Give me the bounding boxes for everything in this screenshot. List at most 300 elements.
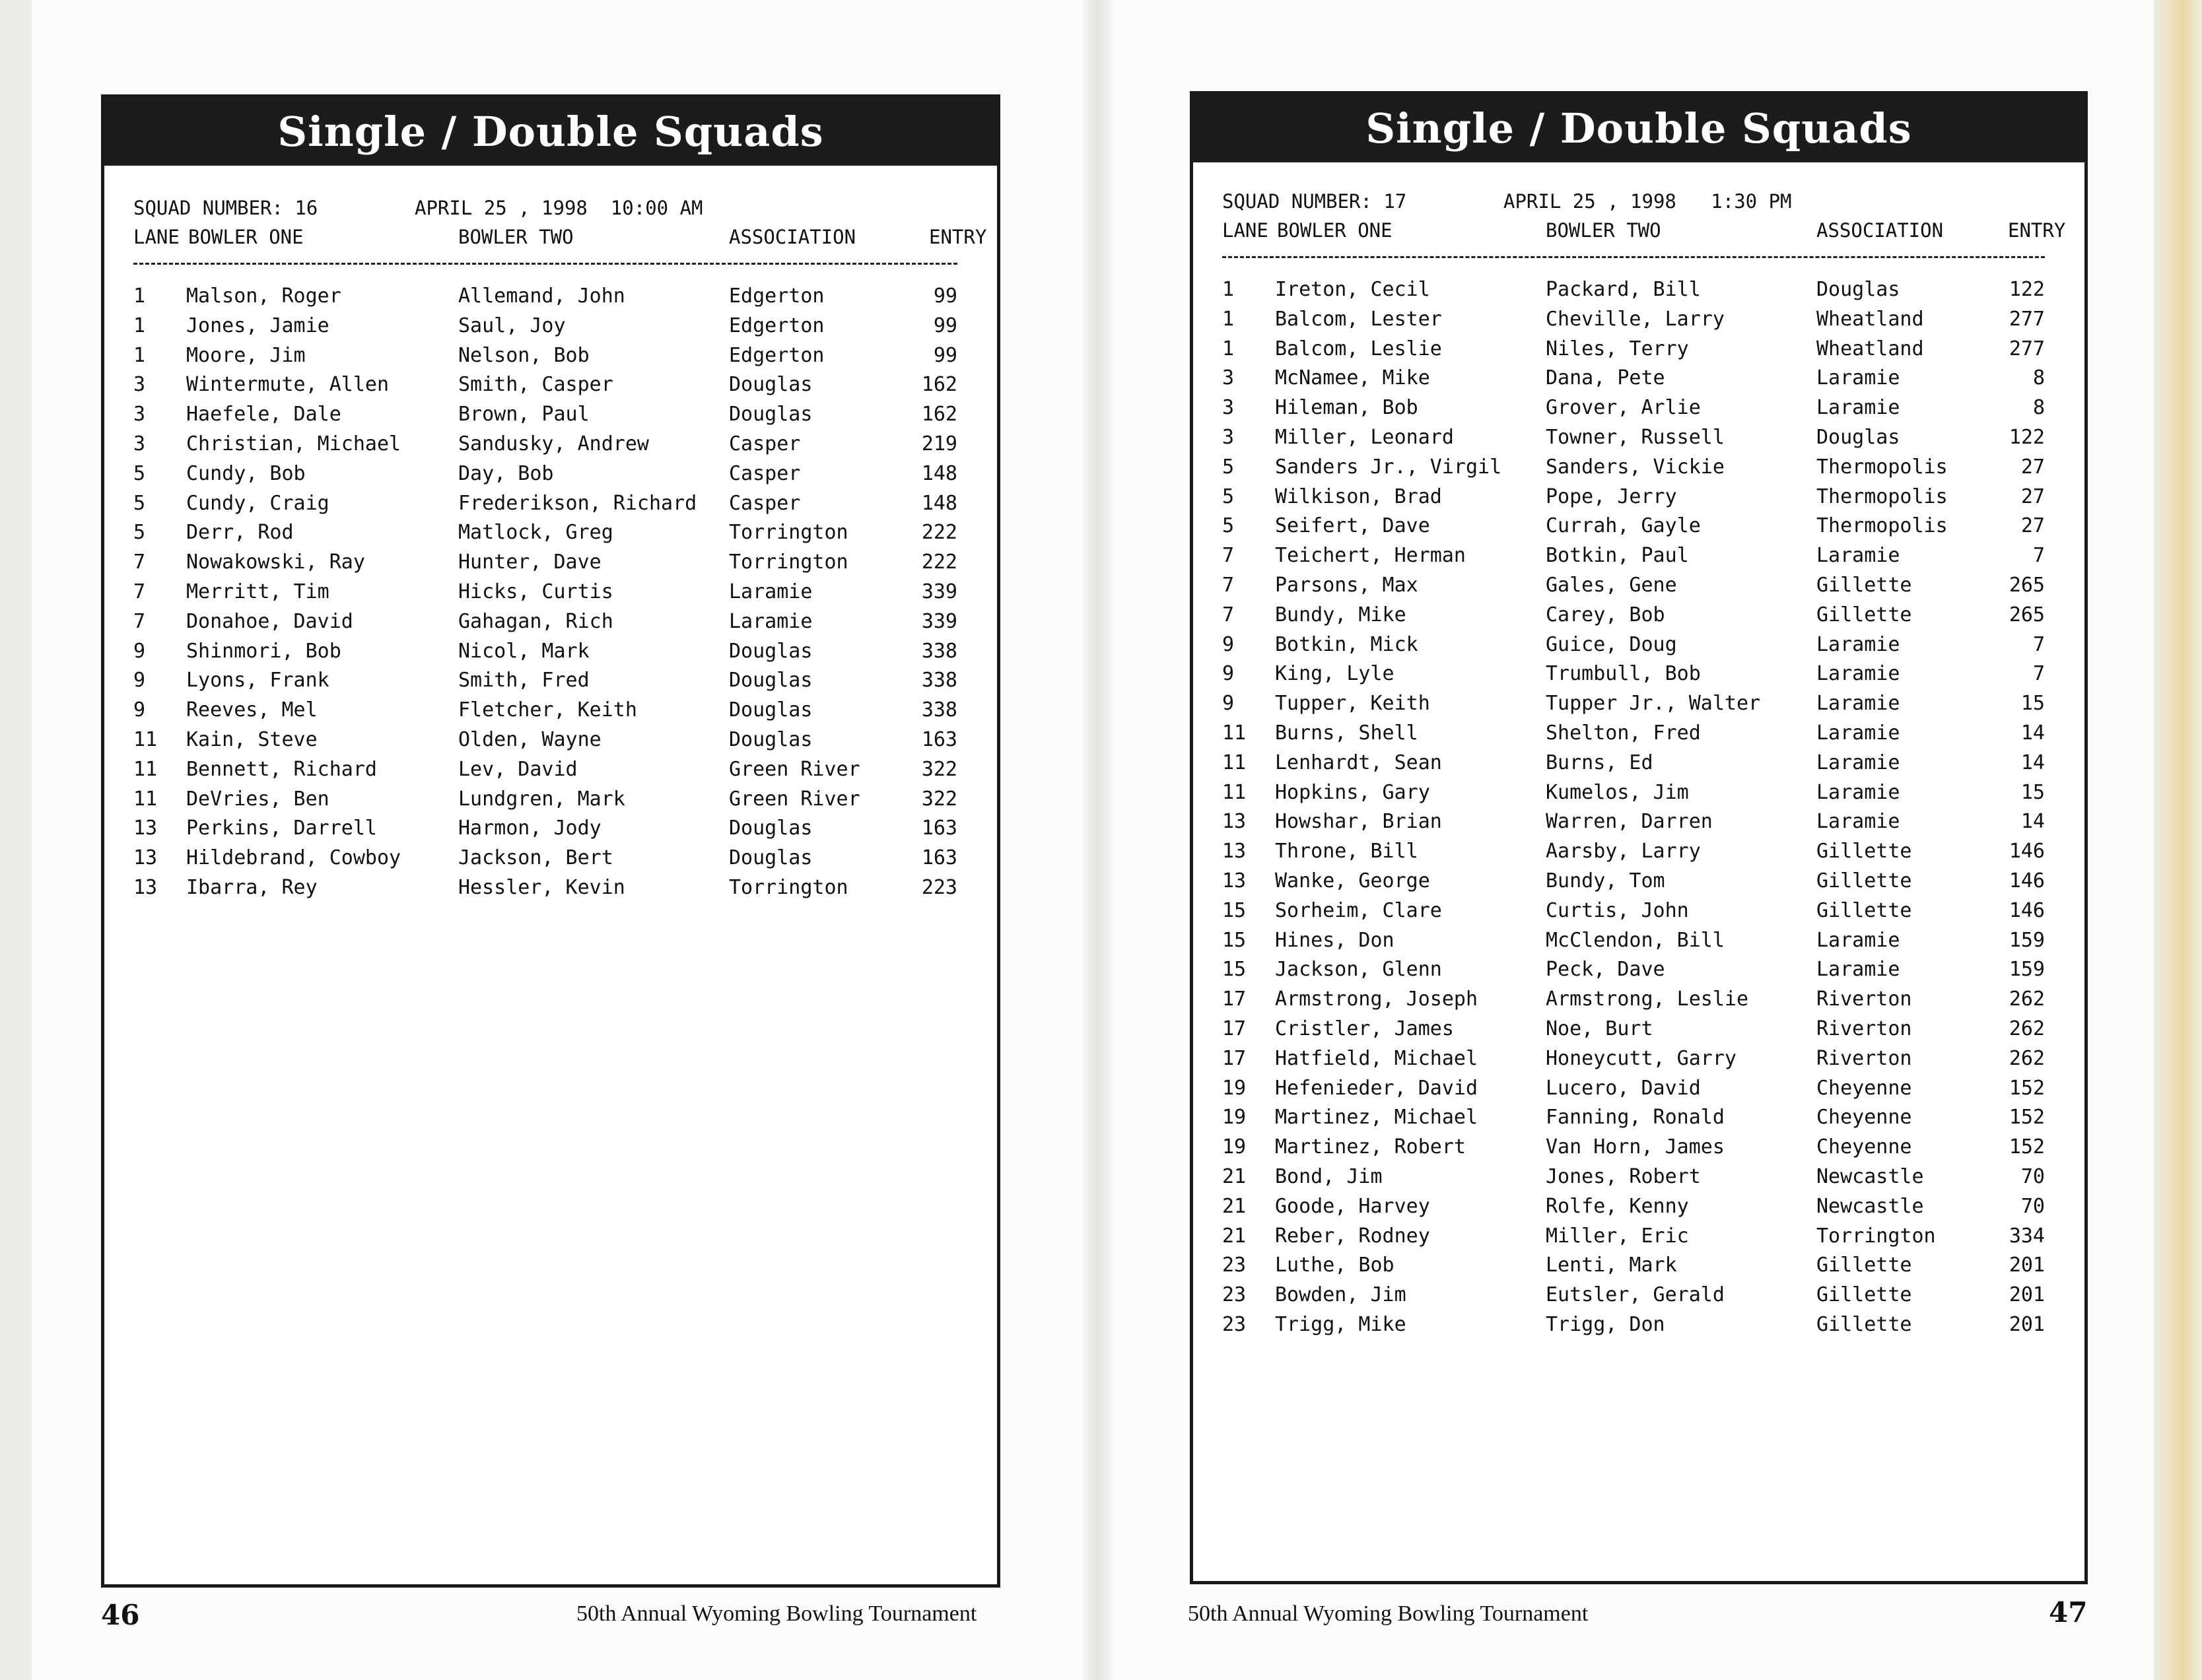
right-cell-entry: 152 <box>2009 1106 2045 1129</box>
right-table-row <box>1222 1047 2058 1077</box>
right-squad-panel <box>1190 91 2088 1584</box>
right-cell-entry: 15 <box>2020 780 2045 804</box>
right-cell-association: Laramie <box>1816 958 1900 982</box>
left-cell-bowler-one: Lyons, Frank <box>186 669 329 692</box>
right-cell-lane: 3 <box>1222 396 1235 420</box>
left-cell-bowler-one: Bennett, Richard <box>186 757 377 781</box>
right-table-row <box>1222 544 2058 574</box>
right-cell-bowler-two: Botkin, Paul <box>1546 544 1689 568</box>
left-cell-association: Douglas <box>729 373 813 397</box>
left-cell-entry: 162 <box>921 403 957 426</box>
right-cell-association: Thermopolis <box>1816 485 1948 508</box>
left-cell-association: Torrington <box>729 551 848 574</box>
right-cell-bowler-two: Tupper Jr., Walter <box>1546 692 1761 716</box>
right-cell-entry: 262 <box>2009 1017 2045 1040</box>
left-table-row <box>133 610 971 640</box>
right-cell-association: Laramie <box>1816 692 1900 716</box>
right-cell-bowler-one: Throne, Bill <box>1275 840 1418 863</box>
right-cell-bowler-one: Reber, Rodney <box>1275 1224 1430 1248</box>
left-cell-association: Douglas <box>729 846 813 870</box>
right-cell-entry: 14 <box>2020 810 2045 834</box>
right-cell-association: Gillette <box>1816 840 1912 863</box>
right-cell-bowler-one: Teichert, Herman <box>1275 544 1466 568</box>
right-table-row <box>1222 751 2058 781</box>
left-table-row <box>133 344 971 374</box>
left-cell-entry: 322 <box>921 787 957 811</box>
right-cell-bowler-two: Pope, Jerry <box>1546 485 1677 508</box>
left-cell-lane: 13 <box>133 817 158 840</box>
left-cell-bowler-one: DeVries, Ben <box>186 787 329 811</box>
right-cell-association: Gillette <box>1816 603 1912 626</box>
left-cell-entry: 339 <box>921 580 957 603</box>
right-cell-bowler-two: Peck, Dave <box>1546 958 1665 982</box>
right-cell-bowler-one: Goode, Harvey <box>1275 1194 1430 1218</box>
book-gutter <box>1083 0 1112 1680</box>
left-cell-lane: 11 <box>133 757 158 781</box>
left-cell-bowler-one: Reeves, Mel <box>186 698 318 722</box>
right-table-row <box>1222 869 2058 899</box>
right-cell-lane: 5 <box>1222 485 1235 508</box>
right-cell-bowler-two: Guice, Doug <box>1546 632 1677 656</box>
right-banner <box>1193 94 2084 162</box>
left-footer-text: 50th Annual Wyoming Bowling Tournament <box>576 1601 977 1626</box>
right-banner-title: Single / Double Squads <box>1365 104 1912 152</box>
left-squad-number: SQUAD NUMBER: 16 <box>133 197 318 219</box>
left-cell-association: Green River <box>729 787 860 811</box>
left-cell-bowler-one: Perkins, Darrell <box>186 817 377 840</box>
right-table-row <box>1222 692 2058 722</box>
left-cell-lane: 11 <box>133 727 158 751</box>
left-cell-bowler-two: Hicks, Curtis <box>458 580 613 603</box>
left-cell-lane: 9 <box>133 698 146 722</box>
right-table-row <box>1222 988 2058 1017</box>
right-cell-entry: 27 <box>2020 514 2045 538</box>
left-table-row <box>133 432 971 462</box>
left-cell-bowler-two: Allemand, John <box>458 285 625 308</box>
right-cell-bowler-one: Tupper, Keith <box>1275 692 1430 716</box>
left-banner <box>104 98 997 166</box>
right-cell-bowler-two: Carey, Bob <box>1546 603 1665 626</box>
left-table-row <box>133 698 971 728</box>
right-cell-lane: 17 <box>1222 1017 1247 1040</box>
left-cell-entry: 222 <box>921 551 957 574</box>
right-cell-entry: 152 <box>2009 1076 2045 1100</box>
left-cell-bowler-one: Derr, Rod <box>186 521 294 545</box>
left-cell-bowler-two: Nicol, Mark <box>458 639 590 663</box>
right-table-row <box>1222 722 2058 751</box>
right-cell-entry: 70 <box>2020 1194 2045 1218</box>
left-cell-lane: 5 <box>133 491 146 515</box>
right-cell-association: Wheatland <box>1816 337 1924 360</box>
right-cell-bowler-two: Gales, Gene <box>1546 573 1677 597</box>
right-cell-entry: 70 <box>2020 1164 2045 1188</box>
right-cell-entry: 265 <box>2009 573 2045 597</box>
left-cell-bowler-two: Olden, Wayne <box>458 727 602 751</box>
left-table-row <box>133 314 971 344</box>
right-cell-lane: 7 <box>1222 573 1235 597</box>
left-cell-lane: 7 <box>133 551 146 574</box>
right-cell-bowler-one: Cristler, James <box>1275 1017 1454 1040</box>
left-cell-association: Casper <box>729 432 801 455</box>
left-cell-entry: 322 <box>921 757 957 781</box>
left-cell-bowler-two: Gahagan, Rich <box>458 609 613 633</box>
left-cell-bowler-two: Fletcher, Keith <box>458 698 637 722</box>
right-table-row <box>1222 603 2058 633</box>
right-cell-lane: 21 <box>1222 1164 1247 1188</box>
left-cell-entry: 223 <box>921 875 957 899</box>
left-table-row <box>133 492 971 521</box>
left-table-row <box>133 462 971 492</box>
right-cell-bowler-one: Hopkins, Gary <box>1275 780 1430 804</box>
right-cell-association: Laramie <box>1816 544 1900 568</box>
right-cell-entry: 146 <box>2009 869 2045 892</box>
right-cell-bowler-two: Aarsby, Larry <box>1546 840 1701 863</box>
left-cell-bowler-one: Malson, Roger <box>186 285 341 308</box>
right-cell-lane: 19 <box>1222 1076 1247 1100</box>
left-cell-lane: 13 <box>133 875 158 899</box>
right-table-row <box>1222 574 2058 603</box>
right-table-row <box>1222 1195 2058 1225</box>
left-cell-lane: 11 <box>133 787 158 811</box>
right-cell-bowler-two: Trigg, Don <box>1546 1312 1665 1336</box>
right-cell-lane: 1 <box>1222 337 1235 360</box>
right-cell-bowler-one: Bowden, Jim <box>1275 1283 1406 1307</box>
left-col-association: ASSOCIATION <box>729 226 856 248</box>
right-cell-association: Douglas <box>1816 278 1900 301</box>
left-cell-bowler-one: Shinmori, Bob <box>186 639 341 663</box>
right-table-row <box>1222 781 2058 811</box>
left-cell-association: Laramie <box>729 609 813 633</box>
right-table-row <box>1222 455 2058 485</box>
right-cell-bowler-one: Armstrong, Joseph <box>1275 988 1478 1011</box>
left-cell-bowler-two: Harmon, Jody <box>458 817 602 840</box>
left-cell-bowler-two: Jackson, Bert <box>458 846 613 870</box>
right-cell-bowler-one: Martinez, Michael <box>1275 1106 1478 1129</box>
right-cell-association: Torrington <box>1816 1224 1936 1248</box>
left-table-row <box>133 846 971 876</box>
left-cell-entry: 338 <box>921 669 957 692</box>
left-cell-lane: 9 <box>133 669 146 692</box>
right-table-row <box>1222 958 2058 988</box>
right-cell-bowler-two: Warren, Darren <box>1546 810 1713 834</box>
left-cell-bowler-one: Wintermute, Allen <box>186 373 390 397</box>
right-cell-lane: 19 <box>1222 1106 1247 1129</box>
right-cell-bowler-one: Parsons, Max <box>1275 573 1418 597</box>
right-table-row <box>1222 485 2058 515</box>
right-cell-entry: 277 <box>2009 307 2045 331</box>
right-table-row <box>1222 1313 2058 1343</box>
right-cell-entry: 152 <box>2009 1135 2045 1159</box>
left-cell-bowler-one: Jones, Jamie <box>186 314 329 337</box>
right-cell-entry: 201 <box>2009 1312 2045 1336</box>
right-cell-association: Riverton <box>1816 1046 1912 1070</box>
right-table-row <box>1222 278 2058 308</box>
left-cell-bowler-one: Hildebrand, Cowboy <box>186 846 401 870</box>
right-cell-lane: 23 <box>1222 1312 1247 1336</box>
right-cell-bowler-one: Sanders Jr., Virgil <box>1275 455 1502 479</box>
right-cell-lane: 15 <box>1222 928 1247 952</box>
right-cell-bowler-one: Lenhardt, Sean <box>1275 751 1442 774</box>
right-cell-entry: 262 <box>2009 1046 2045 1070</box>
left-table-row <box>133 669 971 698</box>
left-cell-entry: 163 <box>921 727 957 751</box>
right-squad-number: SQUAD NUMBER: 17 <box>1222 190 1407 213</box>
left-cell-lane: 3 <box>133 432 146 455</box>
right-cell-bowler-two: Kumelos, Jim <box>1546 780 1689 804</box>
left-table-row <box>133 551 971 580</box>
right-cell-bowler-one: Botkin, Mick <box>1275 632 1418 656</box>
right-cell-association: Newcastle <box>1816 1164 1924 1188</box>
right-footer-text: 50th Annual Wyoming Bowling Tournament <box>1188 1601 1589 1626</box>
right-table-row <box>1222 1135 2058 1165</box>
right-cell-lane: 7 <box>1222 603 1235 626</box>
left-cell-bowler-two: Hessler, Kevin <box>458 875 625 899</box>
right-table-row <box>1222 337 2058 367</box>
left-cell-bowler-two: Saul, Joy <box>458 314 566 337</box>
left-cell-bowler-two: Smith, Fred <box>458 669 590 692</box>
left-cell-lane: 7 <box>133 609 146 633</box>
right-cell-association: Laramie <box>1816 780 1900 804</box>
right-cell-association: Gillette <box>1816 1312 1912 1336</box>
right-cell-bowler-two: Bundy, Tom <box>1546 869 1665 892</box>
right-table-row <box>1222 366 2058 396</box>
left-cell-lane: 3 <box>133 373 146 397</box>
right-cell-bowler-one: Sorheim, Clare <box>1275 898 1442 922</box>
right-cell-lane: 19 <box>1222 1135 1247 1159</box>
left-cell-bowler-two: Sandusky, Andrew <box>458 432 649 455</box>
right-cell-entry: 14 <box>2020 721 2045 745</box>
right-cell-entry: 265 <box>2009 603 2045 626</box>
right-cell-bowler-two: Sanders, Vickie <box>1546 455 1725 479</box>
right-cell-entry: 146 <box>2009 898 2045 922</box>
right-cell-bowler-one: Miller, Leonard <box>1275 425 1454 449</box>
right-cell-entry: 122 <box>2009 425 2045 449</box>
right-cell-lane: 3 <box>1222 366 1235 390</box>
left-cell-association: Laramie <box>729 580 813 603</box>
left-cell-entry: 99 <box>933 314 957 337</box>
right-cell-lane: 21 <box>1222 1194 1247 1218</box>
left-cell-entry: 222 <box>921 521 957 545</box>
right-cell-lane: 17 <box>1222 988 1247 1011</box>
left-cell-bowler-two: Day, Bob <box>458 461 554 485</box>
left-cell-entry: 338 <box>921 698 957 722</box>
right-cell-lane: 21 <box>1222 1224 1247 1248</box>
left-cell-association: Douglas <box>729 669 813 692</box>
right-cell-bowler-two: Van Horn, James <box>1546 1135 1725 1159</box>
right-cell-association: Gillette <box>1816 1283 1912 1307</box>
right-table-row <box>1222 929 2058 958</box>
left-table-row <box>133 403 971 432</box>
right-cell-entry: 159 <box>2009 928 2045 952</box>
left-cell-bowler-one: Christian, Michael <box>186 432 401 455</box>
right-col-association: ASSOCIATION <box>1816 219 1944 242</box>
left-cell-bowler-two: Frederikson, Richard <box>458 491 697 515</box>
right-cell-lane: 11 <box>1222 751 1247 774</box>
left-cell-bowler-one: Moore, Jim <box>186 343 306 367</box>
right-squad-header <box>1222 190 2066 250</box>
right-cell-lane: 1 <box>1222 307 1235 331</box>
right-table-row <box>1222 426 2058 455</box>
right-cell-bowler-two: Currah, Gayle <box>1546 514 1701 538</box>
right-cell-entry: 201 <box>2009 1283 2045 1307</box>
left-table-row <box>133 640 971 669</box>
right-table-row <box>1222 1225 2058 1254</box>
left-banner-title: Single / Double Squads <box>277 108 824 156</box>
left-cell-entry: 338 <box>921 639 957 663</box>
right-cell-lane: 9 <box>1222 662 1235 686</box>
right-cell-bowler-two: Fanning, Ronald <box>1546 1106 1725 1129</box>
right-cell-bowler-one: Hefenieder, David <box>1275 1076 1478 1100</box>
right-cell-lane: 5 <box>1222 455 1235 479</box>
right-table-row <box>1222 810 2058 840</box>
right-cell-bowler-two: Jones, Robert <box>1546 1164 1701 1188</box>
right-cell-lane: 15 <box>1222 958 1247 982</box>
left-col-bowler-one: BOWLER ONE <box>188 226 304 248</box>
right-cell-entry: 277 <box>2009 337 2045 360</box>
right-cell-bowler-one: Seifert, Dave <box>1275 514 1430 538</box>
left-table-row <box>133 817 971 846</box>
left-table-row <box>133 758 971 788</box>
left-cell-association: Torrington <box>729 875 848 899</box>
right-divider <box>1222 256 2045 258</box>
right-cell-bowler-one: Balcom, Lester <box>1275 307 1442 331</box>
left-cell-association: Douglas <box>729 727 813 751</box>
right-cell-lane: 17 <box>1222 1046 1247 1070</box>
left-cell-bowler-one: Donahoe, David <box>186 609 353 633</box>
left-cell-lane: 3 <box>133 403 146 426</box>
right-cell-bowler-one: Wilkison, Brad <box>1275 485 1442 508</box>
right-cell-association: Laramie <box>1816 810 1900 834</box>
left-page-number: 46 <box>101 1599 140 1631</box>
left-cell-bowler-two: Nelson, Bob <box>458 343 590 367</box>
right-cell-bowler-two: Honeycutt, Garry <box>1546 1046 1737 1070</box>
right-cell-association: Douglas <box>1816 425 1900 449</box>
right-cell-bowler-two: Curtis, John <box>1546 898 1689 922</box>
right-cell-association: Laramie <box>1816 632 1900 656</box>
right-cell-entry: 7 <box>2032 632 2045 656</box>
left-cell-association: Casper <box>729 491 801 515</box>
right-cell-lane: 5 <box>1222 514 1235 538</box>
left-cell-lane: 5 <box>133 521 146 545</box>
right-cell-association: Laramie <box>1816 662 1900 686</box>
right-cell-bowler-two: Dana, Pete <box>1546 366 1665 390</box>
right-cell-lane: 15 <box>1222 898 1247 922</box>
left-table-row <box>133 580 971 610</box>
right-cell-bowler-two: Armstrong, Leslie <box>1546 988 1749 1011</box>
left-cell-bowler-one: Cundy, Craig <box>186 491 329 515</box>
left-cell-bowler-two: Lev, David <box>458 757 578 781</box>
left-cell-bowler-one: Ibarra, Rey <box>186 875 318 899</box>
right-cell-bowler-one: Burns, Shell <box>1275 721 1418 745</box>
left-cell-association: Casper <box>729 461 801 485</box>
right-cell-association: Laramie <box>1816 928 1900 952</box>
left-cell-lane: 1 <box>133 314 146 337</box>
left-cell-association: Edgerton <box>729 343 825 367</box>
right-cell-entry: 334 <box>2009 1224 2045 1248</box>
right-cell-bowler-two: Lucero, David <box>1546 1076 1701 1100</box>
left-cell-lane: 1 <box>133 285 146 308</box>
right-squad-date: APRIL 25 , 1998 1:30 PM <box>1503 190 1792 213</box>
right-col-bowler-one: BOWLER ONE <box>1277 219 1393 242</box>
right-cell-bowler-one: Balcom, Leslie <box>1275 337 1442 360</box>
page-edge <box>2154 0 2202 1680</box>
right-cell-association: Laramie <box>1816 751 1900 774</box>
left-cell-bowler-two: Matlock, Greg <box>458 521 613 545</box>
right-cell-association: Riverton <box>1816 988 1912 1011</box>
right-cell-lane: 3 <box>1222 425 1235 449</box>
left-cell-bowler-two: Hunter, Dave <box>458 551 602 574</box>
right-cell-lane: 1 <box>1222 278 1235 301</box>
left-cell-lane: 1 <box>133 343 146 367</box>
right-cell-bowler-two: Rolfe, Kenny <box>1546 1194 1689 1218</box>
right-cell-entry: 122 <box>2009 278 2045 301</box>
left-cell-entry: 148 <box>921 491 957 515</box>
right-cell-bowler-two: Burns, Ed <box>1546 751 1653 774</box>
left-squad-date: APRIL 25 , 1998 10:00 AM <box>415 197 703 219</box>
right-cell-lane: 9 <box>1222 632 1235 656</box>
right-cell-lane: 13 <box>1222 840 1247 863</box>
right-cell-entry: 27 <box>2020 485 2045 508</box>
right-table-row <box>1222 1077 2058 1106</box>
left-cell-bowler-one: Haefele, Dale <box>186 403 341 426</box>
right-table-row <box>1222 308 2058 337</box>
left-cell-bowler-two: Brown, Paul <box>458 403 590 426</box>
left-cell-association: Douglas <box>729 639 813 663</box>
left-cell-association: Douglas <box>729 817 813 840</box>
right-page-number: 47 <box>2049 1596 2088 1629</box>
right-cell-association: Gillette <box>1816 573 1912 597</box>
left-cell-lane: 13 <box>133 846 158 870</box>
right-cell-bowler-two: Packard, Bill <box>1546 278 1701 301</box>
right-table-row <box>1222 1254 2058 1283</box>
right-cell-lane: 11 <box>1222 780 1247 804</box>
right-cell-bowler-one: Ireton, Cecil <box>1275 278 1430 301</box>
left-table-row <box>133 728 971 758</box>
right-cell-bowler-two: Towner, Russell <box>1546 425 1725 449</box>
right-cell-association: Gillette <box>1816 898 1912 922</box>
left-cell-association: Edgerton <box>729 314 825 337</box>
right-cell-bowler-one: Hines, Don <box>1275 928 1394 952</box>
right-cell-entry: 14 <box>2020 751 2045 774</box>
right-cell-lane: 9 <box>1222 692 1235 716</box>
right-cell-association: Gillette <box>1816 1254 1912 1277</box>
right-cell-entry: 8 <box>2032 396 2045 420</box>
right-table-row <box>1222 633 2058 663</box>
left-cell-bowler-one: Cundy, Bob <box>186 461 306 485</box>
left-col-bowler-two: BOWLER TWO <box>458 226 574 248</box>
right-cell-entry: 7 <box>2032 662 2045 686</box>
left-cell-entry: 99 <box>933 343 957 367</box>
right-col-bowler-two: BOWLER TWO <box>1546 219 1661 242</box>
right-cell-bowler-two: Shelton, Fred <box>1546 721 1701 745</box>
left-cell-bowler-one: Nowakowski, Ray <box>186 551 365 574</box>
right-cell-lane: 7 <box>1222 544 1235 568</box>
right-cell-lane: 23 <box>1222 1254 1247 1277</box>
right-cell-association: Cheyenne <box>1816 1076 1912 1100</box>
right-cell-bowler-one: King, Lyle <box>1275 662 1394 686</box>
right-table-row <box>1222 840 2058 869</box>
left-table-row <box>133 876 971 906</box>
left-col-lane: LANE <box>133 226 180 248</box>
left-cell-lane: 5 <box>133 461 146 485</box>
right-cell-bowler-two: Noe, Burt <box>1546 1017 1653 1040</box>
left-table-row <box>133 521 971 551</box>
left-table-row <box>133 285 971 314</box>
right-cell-association: Thermopolis <box>1816 514 1948 538</box>
right-table-row <box>1222 899 2058 929</box>
right-cell-lane: 13 <box>1222 869 1247 892</box>
right-cell-lane: 13 <box>1222 810 1247 834</box>
